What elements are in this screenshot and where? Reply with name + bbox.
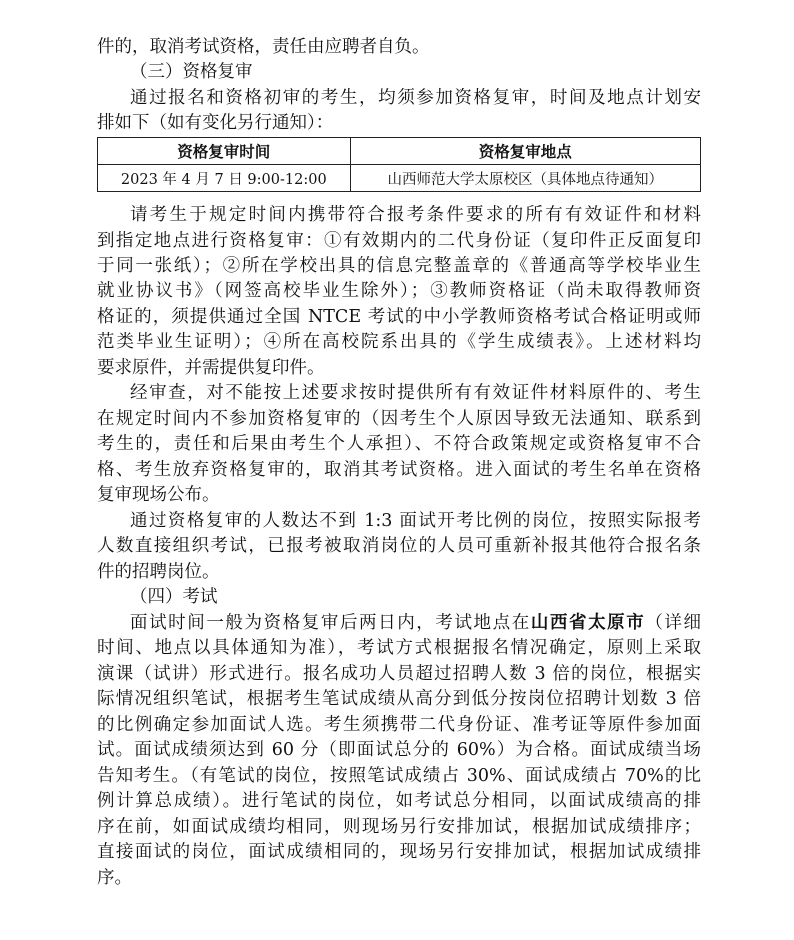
text-line: 演课（试讲）形式进行。报名成功人员超过招聘人数 3 倍的岗位，根据实	[97, 664, 701, 684]
section-heading-exam: （四）考试	[130, 587, 218, 607]
text-line: 考生的，责任和后果由考生个人承担）、不符合政策规定或资格复审不合	[97, 434, 701, 454]
text-line: 于同一张纸）；②所在学校出具的信息完整盖章的《普通高等学校毕业生	[97, 256, 701, 276]
text-line: 人数直接组织考试，已报考被取消岗位的人员可重新补报其他符合报名条	[97, 536, 701, 556]
text-line: 请考生于规定时间内携带符合报考条件要求的所有有效证件和材料	[130, 205, 701, 225]
text-line: 时间、地点以具体通知为准），考试方式根据报名情况确定，原则上采取	[97, 638, 701, 658]
text-line: 格证的，须提供通过全国 NTCE 考试的中小学教师资格考试合格证明或师	[97, 307, 701, 327]
text-line: 通过资格复审的人数达不到 1:3 面试开考比例的岗位，按照实际报考	[130, 511, 701, 531]
text-line: 经审查，对不能按上述要求按时提供所有有效证件材料原件的、考生	[130, 383, 701, 403]
text-line: 格、考生放弃资格复审的，取消其考试资格。进入面试的考生名单在资格	[97, 460, 701, 480]
section-heading-qualification-review: （三）资格复审	[130, 62, 253, 82]
text-line: 试。面试成绩须达到 60 分（即面试总分的 60%）为合格。面试成绩当场	[97, 740, 701, 760]
text-line: 要求原件，并需提供复印件。	[97, 358, 325, 378]
text-line-exam-location	[130, 611, 701, 637]
text-line: 际情况组织笔试，根据考生笔试成绩从高分到低分按岗位招聘计划数 3 倍	[97, 689, 701, 709]
review-schedule-table	[97, 137, 701, 192]
text-line: 通过报名和资格初审的考生，均须参加资格复审，时间及地点计划安	[130, 88, 701, 108]
text-line: 在规定时间内不参加资格复审的（因考生个人原因导致无法通知、联系到	[97, 409, 701, 429]
text-line: 复审现场公布。	[97, 485, 220, 505]
exam-location-highlight: 山西省太原市	[530, 613, 646, 633]
text-line: 就业协议书》（网签高校毕业生除外）；③教师资格证（尚未取得教师资	[97, 281, 701, 301]
text-line: 例计算总成绩）。进行笔试的岗位，如考试总分相同，以面试成绩高的排	[97, 791, 701, 811]
text-line: 序在前，如面试成绩均相同，则现场另行安排加试，根据加试成绩排序；	[97, 817, 701, 837]
table-row	[98, 165, 701, 192]
text-line: 件的招聘岗位。	[97, 562, 220, 582]
table-header-location: 资格复审地点	[350, 138, 700, 165]
text-segment: （详细	[645, 613, 701, 633]
text-line: 范类毕业生证明）；④所在高校院系出具的《学生成绩表》。上述材料均	[97, 332, 701, 352]
text-line: 告知考生。（有笔试的岗位，按照笔试成绩占 30%、面试成绩占 70%的比	[97, 766, 701, 786]
text-segment: 面试时间一般为资格复审后两日内，考试地点在	[130, 613, 531, 633]
text-line: 序。	[97, 868, 132, 888]
text-line: 的比例确定参加面试人选。考生须携带二代身份证、准考证等原件参加面	[97, 715, 701, 735]
table-header-row	[98, 138, 701, 165]
text-line: 件的，取消考试资格，责任由应聘者自负。	[97, 37, 430, 57]
table-cell-location: 山西师范大学太原校区（具体地点待通知）	[350, 165, 700, 192]
text-line: 到指定地点进行资格复审：①有效期内的二代身份证（复印件正反面复印	[97, 231, 701, 251]
table-header-time: 资格复审时间	[98, 138, 351, 165]
text-line: 直接面试的岗位，面试成绩相同的，现场另行安排加试，根据加试成绩排	[97, 842, 701, 862]
table-cell-time: 2023 年 4 月 7 日 9:00-12:00	[98, 165, 351, 192]
text-line: 排如下（如有变化另行通知）：	[97, 113, 334, 133]
